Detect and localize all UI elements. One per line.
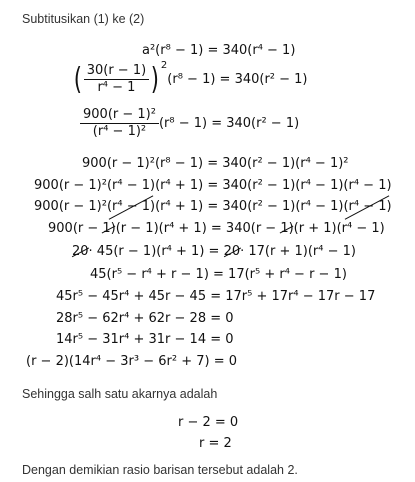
equation-step-1: a²(r⁸ − 1) = 340(r⁴ − 1) [142,43,296,58]
cancelled-term: 20 [223,244,241,259]
conclusion-text: Dengan demikian rasio barisan tersebut adalah 2. [22,463,298,477]
equation-step-12: 14r⁵ − 31r⁴ + 31r − 14 = 0 [56,332,234,347]
equation-step-10: 45r⁵ − 45r⁴ + 45r − 45 = 17r⁵ + 17r⁴ − 17r − 17 [56,289,376,304]
cancelled-term: 20 [72,244,89,259]
root-equation-1: r − 2 = 0 [178,415,239,430]
equation-step-13: (r − 2)(14r⁴ − 3r³ − 6r² + 7) = 0 [26,354,237,369]
cancelled-term: 1) [102,221,116,236]
middle-text: Sehingga salh satu akarnya adalah [22,387,218,401]
intro-text: Subtitusikan (1) ke (2) [22,12,145,26]
equation-step-8: 20· 45(r − 1)(r⁴ + 1) = 20· 17(r + 1)(r⁴ − 1) [72,244,356,259]
equation-step-3: $\frac{\text{900(r − 1)²}}{\text{(r⁴ − 1)²}}$ (r⁸ − 1) = 340(r² − 1) [80,108,299,139]
fraction: $\frac{30(r - 1)}{\text{r⁴ − 1}}$ [84,64,149,95]
cancelled-term: (r⁴ − 1) [343,199,392,214]
cancelled-term: (r⁴ − 1) [106,199,156,214]
equation-step-9: 45(r⁵ − r⁴ + r − 1) = 17(r⁵ + r⁴ − r − 1) [90,267,347,282]
fraction: $\frac{\text{900(r − 1)²}}{\text{(r⁴ − 1)²}}$ [80,108,159,139]
cancelled-term: 1) [280,221,294,236]
equation-step-11: 28r⁵ − 62r⁴ + 62r − 28 = 0 [56,311,234,326]
equation-step-2: ( $\frac{30(r - 1)}{\text{r⁴ − 1}}$ ) $^2$(r⁸ − 1) = 340(r² − 1) [73,59,308,97]
equation-step-7: 900(r − 1)(r − 1)(r⁴ + 1) = 340(r − 1)(r + 1)(r⁴ − 1) [48,221,385,236]
root-equation-2: r = 2 [199,436,232,451]
equation-step-5: 900(r − 1)²(r⁴ − 1)(r⁴ + 1) = 340(r² − 1)(r⁴ − 1)(r⁴ − 1) [34,178,392,193]
equation-step-4: 900(r − 1)²(r⁸ − 1) = 340(r² − 1)(r⁴ − 1)² [82,156,349,171]
equation-step-6: 900(r − 1)²(r⁴ − 1)(r⁴ + 1) = 340(r² − 1)(r⁴ − 1)(r⁴ − 1) [34,199,392,214]
